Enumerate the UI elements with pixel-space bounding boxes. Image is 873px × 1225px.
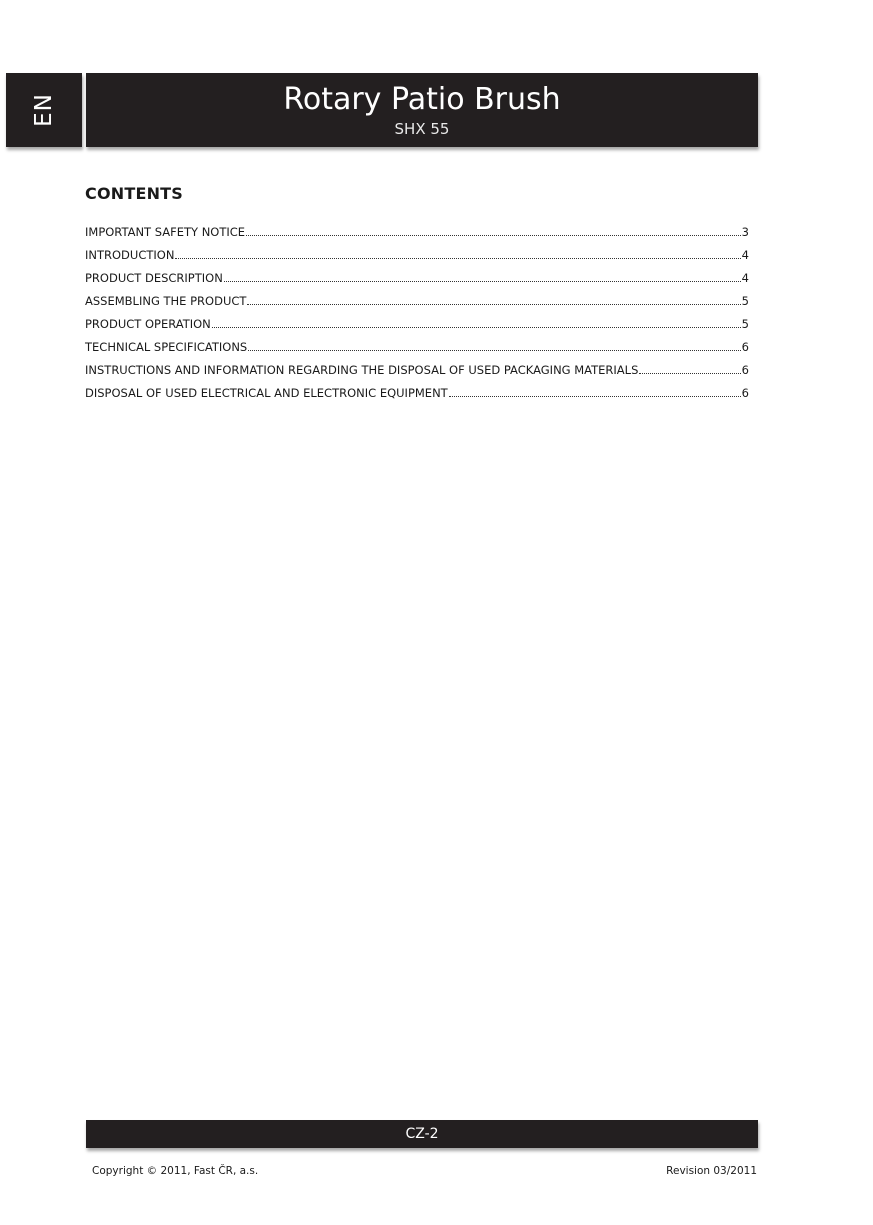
contents-heading: CONTENTS <box>85 184 184 203</box>
toc-entry-page: 4 <box>741 271 749 285</box>
toc-entry[interactable] <box>85 340 749 363</box>
toc-entry[interactable] <box>85 248 749 271</box>
toc-entry[interactable] <box>85 225 749 248</box>
toc-entry-page: 6 <box>741 340 749 354</box>
toc-entry[interactable] <box>85 294 749 317</box>
toc-entry-page: 6 <box>741 363 749 377</box>
page-number: CZ-2 <box>405 1126 439 1142</box>
toc-entry-label: TECHNICAL SPECIFICATIONS <box>85 340 248 354</box>
toc-entry-page: 6 <box>741 386 749 400</box>
toc-entry-page: 4 <box>741 248 749 262</box>
toc-entry-label: ASSEMBLING THE PRODUCT <box>85 294 247 308</box>
toc-entry[interactable] <box>85 363 749 386</box>
toc-dot-leader <box>224 272 741 282</box>
toc-entry-label: PRODUCT OPERATION <box>85 317 211 331</box>
revision-label: Revision 03/2011 <box>666 1165 757 1177</box>
toc-dot-leader <box>449 387 741 397</box>
toc-entry-page: 3 <box>741 225 749 239</box>
toc-entry[interactable] <box>85 386 749 409</box>
toc-entry-page: 5 <box>741 317 749 331</box>
toc-dot-leader <box>248 341 740 351</box>
toc-entry-label: INTRODUCTION <box>85 248 175 262</box>
title-banner <box>86 73 758 147</box>
toc-dot-leader <box>639 364 740 374</box>
toc-dot-leader <box>175 249 740 259</box>
toc-entry[interactable] <box>85 271 749 294</box>
toc-entry[interactable] <box>85 317 749 340</box>
toc-dot-leader <box>247 295 740 305</box>
language-tab <box>6 73 82 147</box>
toc-entry-label: PRODUCT DESCRIPTION <box>85 271 223 285</box>
toc-entry-label: INSTRUCTIONS AND INFORMATION REGARDING THE DISPOSAL OF USED PACKAGING MATERIALS <box>85 363 639 377</box>
toc-entry-page: 5 <box>741 294 749 308</box>
page-number-bar <box>86 1120 758 1148</box>
document-title: Rotary Patio Brush <box>283 82 561 117</box>
toc-entry-label: DISPOSAL OF USED ELECTRICAL AND ELECTRONIC EQUIPMENT <box>85 386 448 400</box>
toc-entry-label: IMPORTANT SAFETY NOTICE <box>85 225 246 239</box>
model-number: SHX 55 <box>394 120 450 138</box>
toc-dot-leader <box>246 226 741 236</box>
toc-dot-leader <box>212 318 741 328</box>
copyright-notice: Copyright © 2011, Fast ČR, a.s. <box>92 1165 259 1177</box>
language-code: EN <box>31 93 57 127</box>
table-of-contents <box>85 225 749 409</box>
